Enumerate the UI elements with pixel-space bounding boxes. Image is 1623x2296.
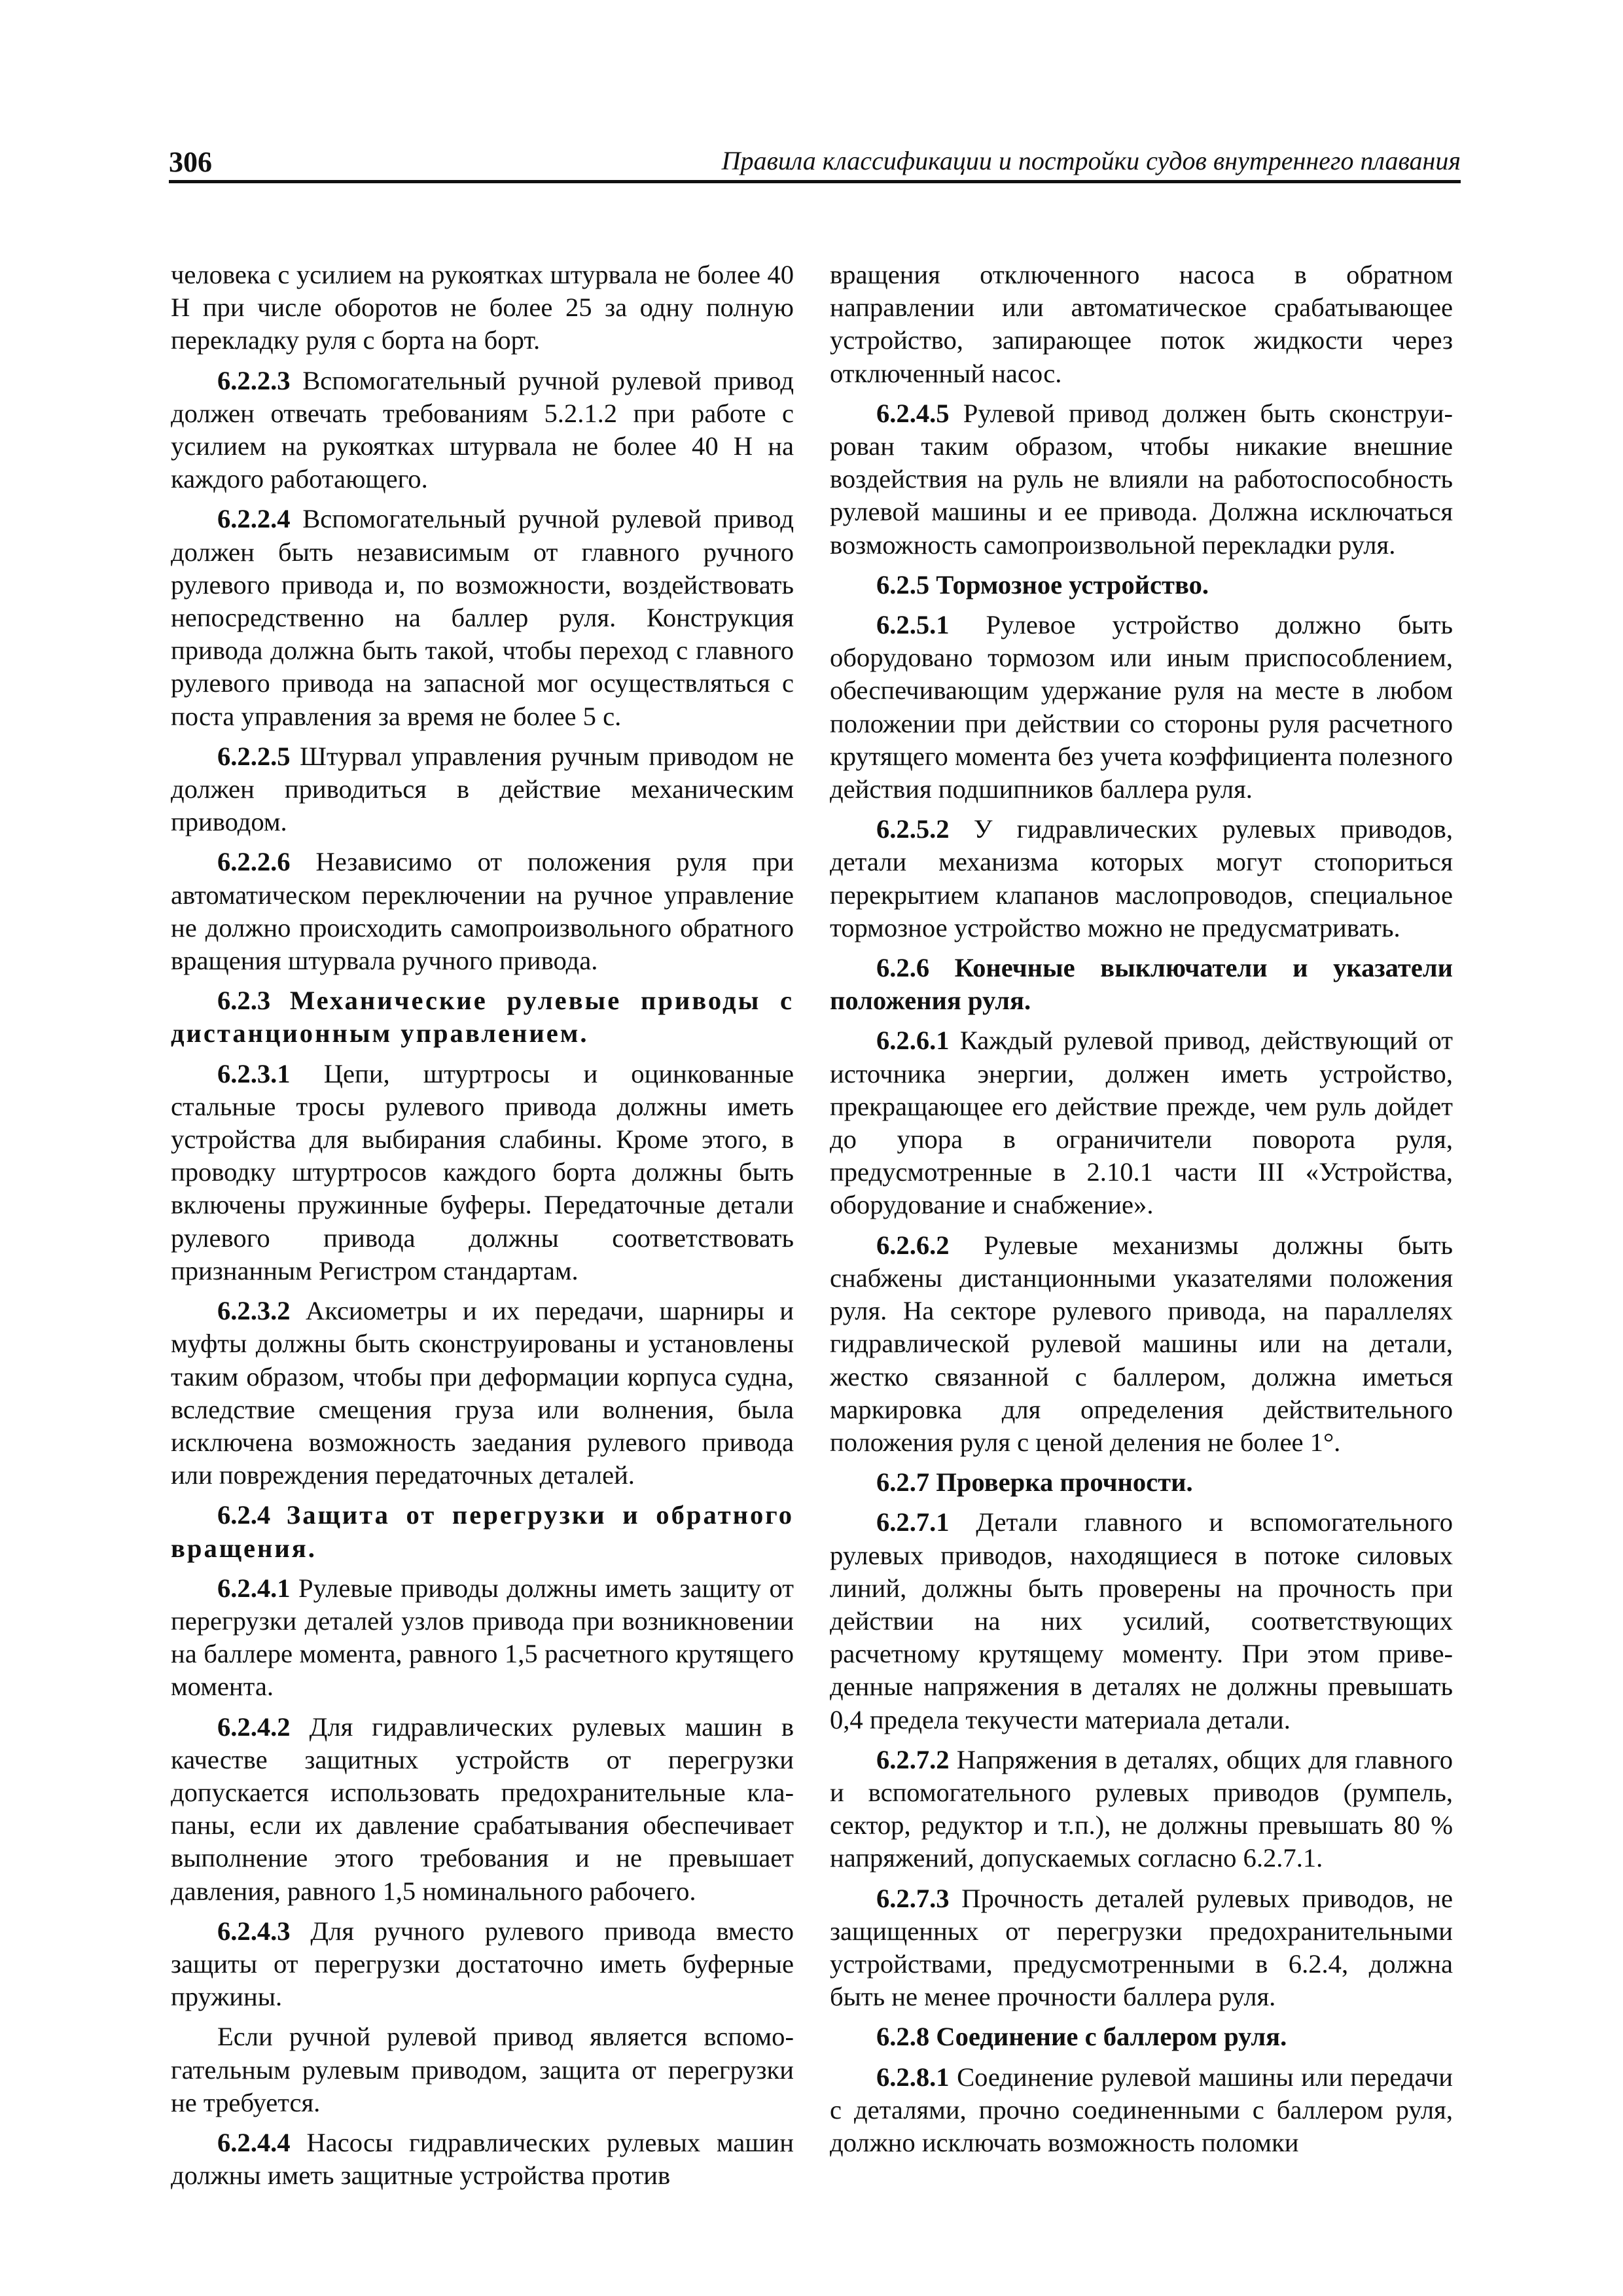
paragraph: 6.2.3.2 Аксиометры и их передачи, шарниры и муфты должны быть сконструированы и установлены таким образом, чтобы при деформации корпуса судна, вследствие смещения груза или волнения, была исключена возможность заедания рулевого привода или повреждения передаточных деталей. — [171, 1296, 794, 1490]
paragraph: 6.2.2.6 Независимо от положения руля при автоматическом переключении на ручное управление не должно происходить самопроизвольного обратного вращения штурвала ручного привода. — [171, 847, 794, 976]
section-number: 6.2.5.2 — [876, 814, 950, 844]
section-number: 6.2.4.5 — [876, 398, 950, 428]
paragraph: 6.2.2.4 Вспомогательный ручной рулевой привод должен быть независимым от главного ручного рулевого привода и, по возможности, воздействовать непосредственно на баллер руля. Конструкция привода должна быть такой, чтобы переход с главного рулевого привода на запасной мог осуществляться с поста управления за время не более 5 с. — [171, 504, 794, 731]
paragraph: 6.2.4.1 Рулевые приводы должны иметь защиту от перегрузки деталей узлов привода при возникновении на баллере момента, равного 1,5 расчетного крутящего момента. — [171, 1573, 794, 1702]
section-number: 6.2.4.2 — [217, 1712, 291, 1742]
section-number: 6.2.4.3 — [217, 1916, 291, 1946]
section-number: 6.2.3 — [217, 986, 271, 1016]
paragraph: вращения отключенного насоса в обратном направлении или автоматическое срабатывающее устройство, запирающее поток жидкости через отключенный насос. — [830, 260, 1453, 388]
section-number: 6.2.5 — [876, 569, 930, 600]
paragraph: 6.2.2.5 Штурвал управления ручным приводом не должен приводиться в действие механическим приводом. — [171, 741, 794, 837]
paragraph: Если ручной рулевой привод является вспомогательным рулевым приводом, защита от перегрузки не требуется. — [171, 2022, 794, 2117]
section-number: 6.2.2.3 — [217, 365, 291, 395]
section-number: 6.2.2.6 — [217, 847, 291, 877]
section-heading: 6.2.8 Соединение с баллером руля. — [876, 2022, 1287, 2052]
paragraph: 6.2.4.2 Для гидравлических рулевых машин в качестве защитных устройств от перегрузки допускается использовать предохранительные клапаны, если их давление срабатывания обеспечивает выполнение этого требования и не превышает давления, равного 1,5 номинального рабочего. — [171, 1712, 794, 1906]
section-heading: 6.2.6 Конечные выключатели и указатели положения руля. — [830, 953, 1453, 1016]
header-rule — [169, 180, 1461, 183]
paragraph: 6.2.2.3 Вспомогательный ручной рулевой привод должен отвечать требованиям 5.2.1.2 при работе с усилием на рукоятках штурвала не более 40 Н на каждого работающего. — [171, 365, 794, 494]
section-heading: 6.2.3 Механические рулевые приводы с дистанционным управлением. — [171, 986, 794, 1049]
section-number: 6.2.8.1 — [876, 2062, 950, 2092]
section-number: 6.2.6 — [876, 953, 930, 983]
section-number: 6.2.3.2 — [217, 1296, 291, 1326]
section-number: 6.2.5.1 — [876, 610, 950, 640]
section-number: 6.2.2.5 — [217, 741, 291, 771]
right-column — [830, 259, 1453, 2166]
section-number: 6.2.7.2 — [876, 1744, 950, 1774]
paragraph: 6.2.4.5 Рулевой привод должен быть сконструирован таким образом, чтобы никакие внешние воздействия на руль не влияли на работоспособность рулевой машины и ее привода. Должна исключаться возможность самопроизвольной перекладки руля. — [830, 398, 1453, 560]
section-number: 6.2.4.1 — [217, 1573, 291, 1603]
left-column — [171, 259, 794, 2199]
section-number: 6.2.7 — [876, 1467, 930, 1498]
section-number: 6.2.3.1 — [217, 1058, 291, 1088]
page-number: 306 — [169, 146, 212, 178]
section-number: 6.2.4.4 — [217, 2127, 291, 2157]
paragraph: 6.2.7.3 Прочность деталей рулевых приводов, не защищенных от перегрузки предохранительными устройствами, предусмотренными в 6.2.4, должна быть не менее прочности баллера руля. — [830, 1883, 1453, 2012]
section-number: 6.2.6.1 — [876, 1026, 950, 1056]
section-heading: 6.2.4 Защита от перегрузки и обратного вращения. — [171, 1500, 794, 1563]
paragraph: 6.2.8.1 Соединение рулевой машины или передачи с деталями, прочно соединенными с баллером руля, должно исключать возможность поломки — [830, 2062, 1453, 2157]
paragraph: человека с усилием на рукоятках штурвала не более 40 Н при числе оборотов не более 25 за одну полную перекладку руля с борта на борт. — [171, 260, 794, 355]
section-number: 6.2.6.2 — [876, 1230, 950, 1260]
paragraph: 6.2.5.2 У гидравлических рулевых приводов, детали механизма которых могут стопориться перекрытием клапанов маслопроводов, специальное тормозное устройство можно не предусматривать. — [830, 814, 1453, 942]
paragraph: 6.2.5.1 Рулевое устройство должно быть оборудовано тормозом или иным приспособлением, обеспечивающим удержание руля на месте в любом положении при действии со стороны руля расчетного крутящего момента без учета коэффициента полезного действия подшипников баллера руля. — [830, 610, 1453, 804]
paragraph: 6.2.4.3 Для ручного рулевого привода вместо защиты от перегрузки достаточно иметь буферные пружины. — [171, 1916, 794, 2012]
section-number: 6.2.7.3 — [876, 1883, 950, 1913]
paragraph: 6.2.4.4 Насосы гидравлических рулевых машин должны иметь защитные устройства против — [171, 2127, 794, 2191]
section-heading: 6.2.7 Проверка прочности. — [876, 1467, 1193, 1498]
running-title: Правила классификации и постройки судов внутреннего плавания — [721, 146, 1461, 175]
paragraph: 6.2.3.1 Цепи, штуртросы и оцинкованные стальные тросы рулевого привода должны иметь устройства для выбирания слабины. Кроме этого, в проводку штуртросов каждого борта должны быть включены пружинные буферы. Передаточные детали рулевого привода должны соответствовать признанным Регистром стандартам. — [171, 1058, 794, 1285]
section-number: 6.2.7.1 — [876, 1507, 950, 1537]
paragraph: 6.2.7.1 Детали главного и вспомогательного рулевых приводов, находящиеся в потоке силовых линий, должны быть проверены на прочность при действии на них усилий, соответствующих расчетному крутящему моменту. При этом приведенные напряжения в деталях не должны превышать 0,4 предела текучести материала детали. — [830, 1507, 1453, 1734]
section-number: 6.2.2.4 — [217, 504, 291, 534]
paragraph: 6.2.7.2 Напряжения в деталях, общих для главного и вспомогательного рулевых приводов (румпель, сектор, редуктор и т.п.), не должны превышать 80 % напряжений, допускаемых согласно 6.2.7.1. — [830, 1744, 1453, 1873]
paragraph: 6.2.6.2 Рулевые механизмы должны быть снабжены дистанционными указателями положения руля. На секторе рулевого привода, на параллелях гидравлической рулевой машины или на детали, жестко связанной с баллером, должна иметься маркировка для определения действительного положения руля с ценой деления не более 1°. — [830, 1230, 1453, 1457]
section-number: 6.2.8 — [876, 2022, 930, 2052]
section-number: 6.2.4 — [217, 1500, 271, 1530]
section-heading: 6.2.5 Тормозное устройство. — [876, 569, 1209, 600]
paragraph: 6.2.6.1 Каждый рулевой привод, действующий от источника энергии, должен иметь устройство, прекращающее его действие прежде, чем руль дойдет до упора в ограничители поворота руля, предусмотренные в 2.10.1 части III «Устройства, оборудование и снабжение». — [830, 1026, 1453, 1220]
